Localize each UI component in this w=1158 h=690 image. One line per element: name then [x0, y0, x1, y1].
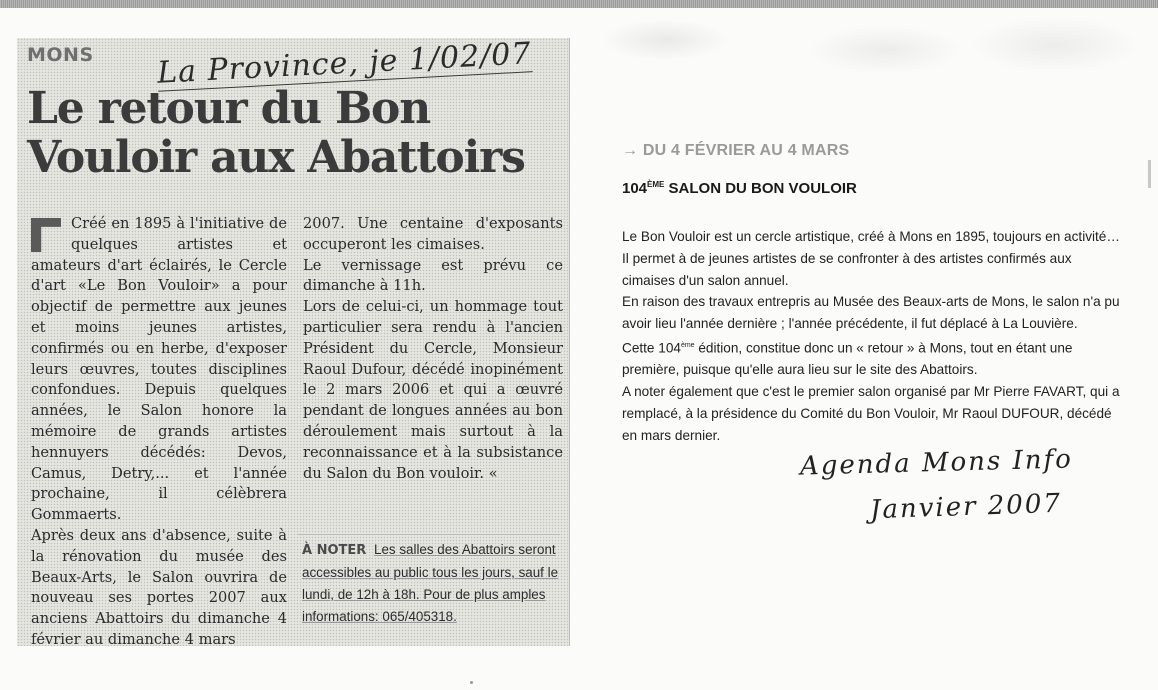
newspaper-clipping: [17, 38, 570, 646]
handwritten-line-2: Janvier 2007: [869, 488, 1063, 526]
handwritten-note: [799, 444, 1130, 538]
agenda-paragraph: Cette 104ème édition, constitue donc un « retour » à Mons, tout en étant une première, puisque qu'elle aura lieu sur le site des Abattoirs.: [622, 340, 1073, 378]
info-note-body: Les salles des Abattoirs seront accessibles au public tous les jours, sauf le lundi, de 12h à 18h. Pour de plus amples informations: 065/405318.: [302, 542, 559, 624]
info-note-text: [302, 539, 560, 628]
article-paragraph: Après deux ans d'absence, suite à la rénovation du musée des Beaux-Arts, le Salon ouvrira de nouveau ses portes 2007 aux anciens Abattoirs du dimanche 4 février au dimanche 4 mars: [31, 526, 287, 648]
headline: [27, 84, 567, 182]
handwritten-source: La Province, je 1/02/07: [156, 36, 533, 91]
article-paragraph: Le vernissage est prévu ce dimanche à 11h.: [303, 256, 563, 295]
event-date-line: → DU 4 FÉVRIER AU 4 MARS: [622, 142, 850, 159]
edge-mark: [1148, 160, 1151, 188]
info-note-label: À NOTER: [302, 543, 367, 558]
section-kicker: MONS: [27, 44, 94, 66]
agenda-paragraph: A noter également que c'est le premier salon organisé par Mr Pierre FAVART, qui a remplacé, à la présidence du Comité du Bon Vouloir, Mr Raoul DUFOUR, décédé en mars dernier.: [622, 384, 1120, 443]
agenda-text: [622, 226, 1120, 447]
speck: [470, 681, 473, 684]
info-note: [298, 534, 560, 639]
agenda-paragraph: Le Bon Vouloir est un cercle artistique, créé à Mons en 1895, toujours en activité…Il permet à de jeunes artistes de se confronter à des artistes confirmés aux cimaises d'un salon annuel.: [622, 229, 1120, 288]
article-column-2: [303, 214, 563, 484]
article-paragraph: Créé en 1895 à l'initiative de quelques artistes et amateurs d'art éclairés, le Cercle d'art «Le Bon Vouloir» a pour objectif de permettre aux jeunes et moins jeunes artistes, confirmés ou en herbe, d'exposer leurs œuvres, toutes disciplines confondues. Depuis quelques années, le Salon honore la mémoire de grands artistes hennuyers décédés: Devos, Camus, Detry,... et l'année prochaine, il célèbrera Gommaerts.: [31, 215, 287, 524]
salon-title: 104ÈME SALON DU BON VOULOIR: [622, 180, 857, 197]
article-paragraph: 2007. Une centaine d'exposants occuperont les cimaises.: [303, 215, 563, 253]
article-column-1: [31, 214, 287, 651]
bleed-through: [585, 0, 1158, 95]
headline-line-1: Le retour du Bon: [27, 83, 430, 134]
handwritten-line-1: Agenda Mons Info: [799, 444, 1074, 482]
agenda-paragraph: En raison des travaux entrepris au Musée des Beaux-arts de Mons, le salon n'a pu avoir lieu l'année dernière ; l'année précédente, il fut déplacé à La Louvière.: [622, 294, 1120, 332]
headline-line-2: Vouloir aux Abattoirs: [27, 132, 525, 183]
article-paragraph: Lors de celui-ci, un hommage tout particulier sera rendu à l'ancien Président du Cercle, Monsieur Raoul Dufour, décédé inopinément le 2 mars 2006 et qui a œuvré pendant de longues années au bon déroulement mais surtout à la reconnaissance et à la subsistance du Salon du Bon vouloir. «: [303, 298, 563, 482]
dropcap-mark: [31, 218, 61, 252]
